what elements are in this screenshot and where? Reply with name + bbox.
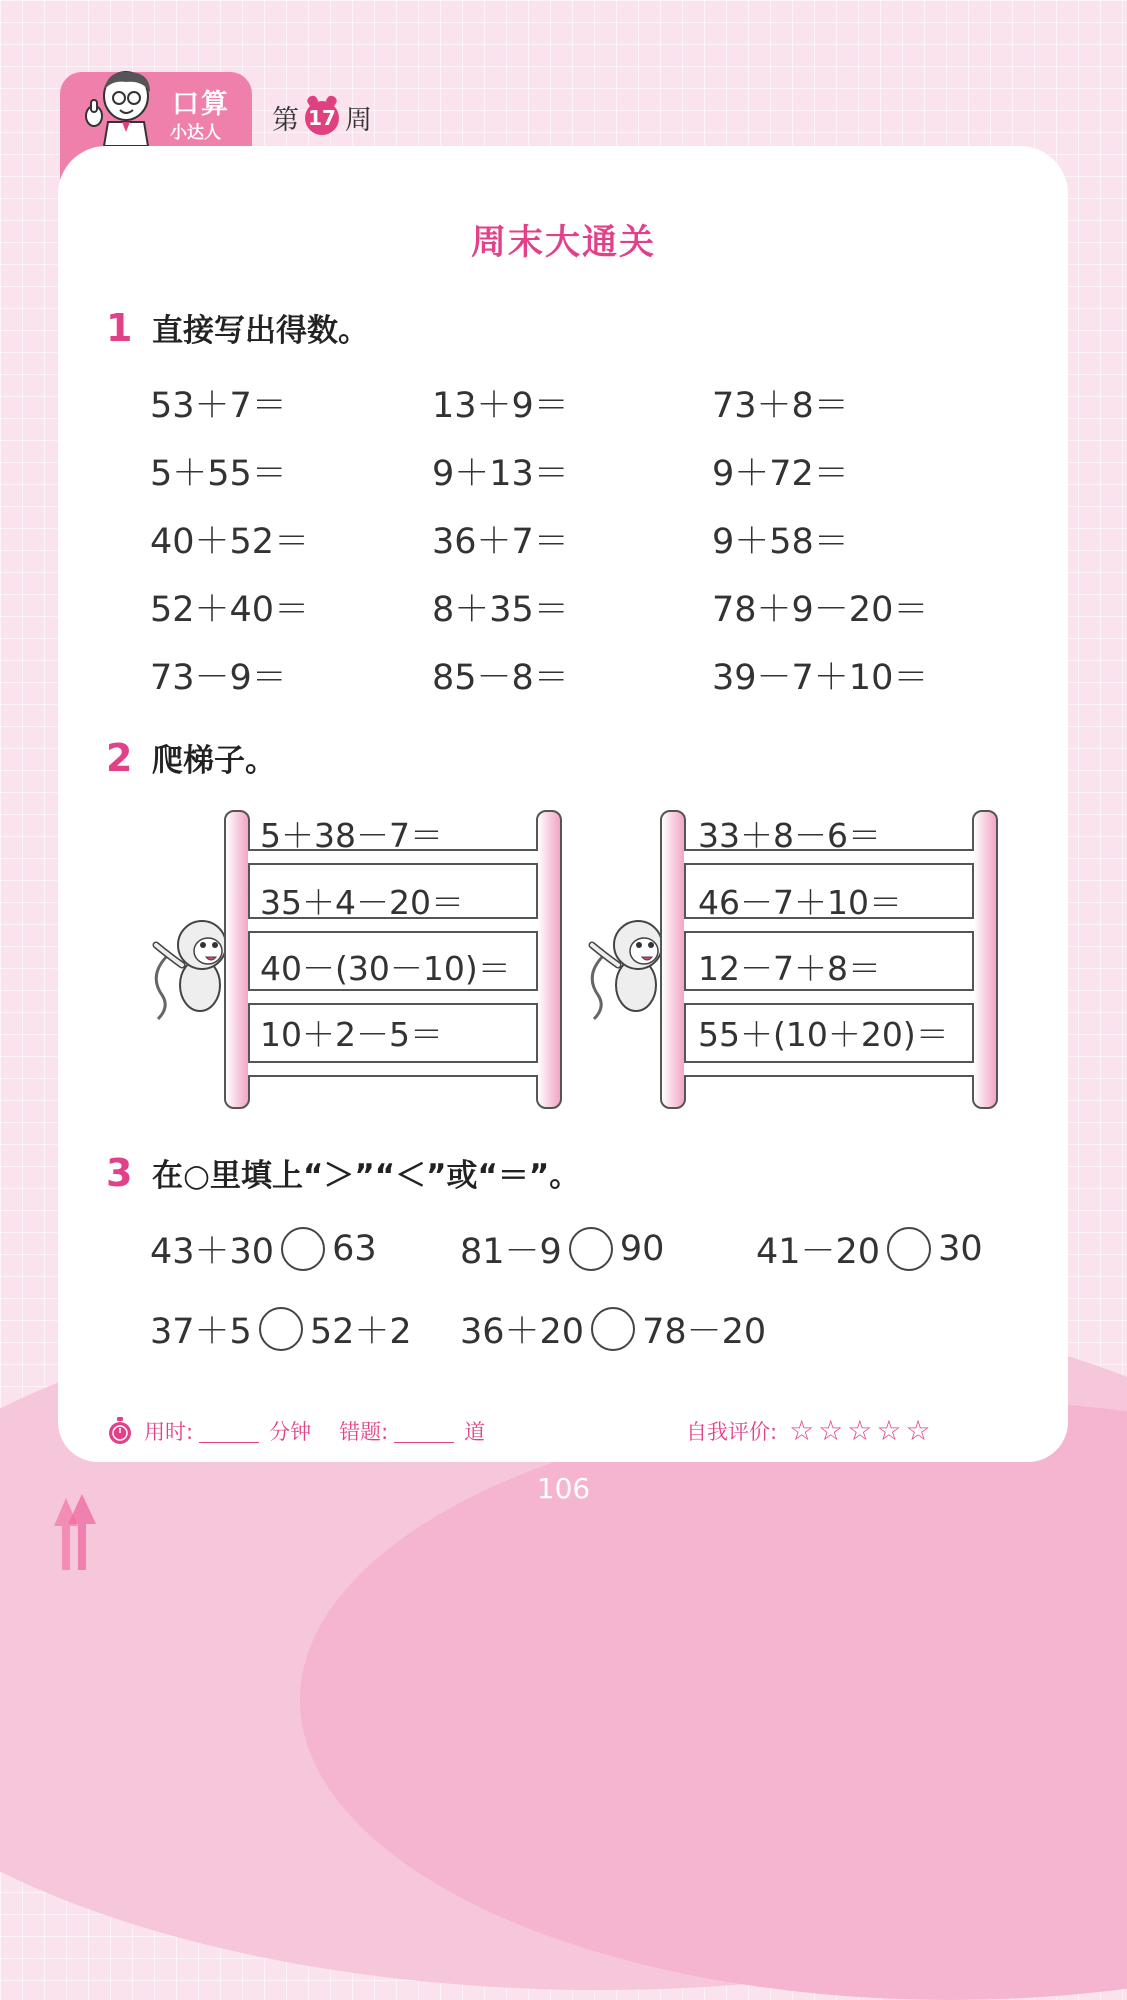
comparison-right: 63 (332, 1229, 377, 1269)
week-suffix: 周 (345, 105, 372, 136)
comparison-right: 90 (619, 1229, 665, 1269)
page-number: 106 (536, 1472, 591, 1505)
self-evaluation (686, 1414, 935, 1447)
comparison-item (756, 1224, 983, 1274)
ladder-rail (972, 810, 998, 1109)
section-instruction: 爬梯子。 (152, 743, 276, 779)
arithmetic-problem: 8＋35＝ (432, 590, 569, 630)
week-prefix: 第 (272, 105, 299, 136)
arithmetic-problem: 9＋58＝ (712, 522, 849, 562)
tab-subtitle: 小达人 (170, 123, 221, 143)
time-unit: 分钟 (269, 1420, 312, 1444)
ladder-problem: 10＋2－5＝ (260, 1015, 443, 1054)
week-label (272, 98, 372, 137)
arithmetic-problem: 53＋7＝ (150, 386, 287, 426)
comparison-right: 30 (938, 1229, 983, 1269)
ladder-problem: 40－(30－10)＝ (260, 949, 511, 988)
errors-label: 错题: (339, 1420, 389, 1444)
arithmetic-problem: 39－7＋10＝ (712, 658, 929, 698)
section-instruction: 直接写出得数。 (152, 313, 369, 349)
ladder-rung (684, 1061, 974, 1077)
ladder-rung (248, 1061, 538, 1077)
answer-circle[interactable] (259, 1307, 303, 1351)
answer-circle[interactable] (591, 1307, 635, 1351)
answer-circle[interactable] (281, 1227, 325, 1271)
ladder-problem: 12－7＋8＝ (698, 949, 881, 988)
stopwatch-icon (106, 1416, 134, 1446)
ladder-rail (224, 810, 250, 1109)
mascot-boy-icon (78, 70, 158, 146)
errors-unit: 道 (464, 1420, 486, 1444)
time-blank[interactable] (199, 1420, 259, 1443)
arithmetic-problem: 9＋72＝ (712, 454, 849, 494)
tab-title: 口算 (172, 89, 230, 120)
comparison-left: 43＋30 (150, 1232, 275, 1272)
arithmetic-problem: 13＋9＝ (432, 386, 569, 426)
section-number: 2 (106, 735, 133, 780)
comparison-left: 41－20 (756, 1232, 881, 1272)
page-title: 周末大通关 (470, 223, 656, 263)
comparison-item (460, 1224, 664, 1274)
self-eval-label: 自我评价: (686, 1419, 778, 1444)
ladder-rung (248, 989, 538, 1005)
monkey-icon (584, 915, 664, 1025)
arithmetic-problem: 85－8＝ (432, 658, 569, 698)
comparison-left: 81－9 (460, 1232, 562, 1272)
ladder (656, 805, 1056, 1105)
ladder-problem: 5＋38－7＝ (260, 816, 443, 855)
ladder-rung (684, 989, 974, 1005)
comparison-item (150, 1224, 377, 1274)
ladder-rail (536, 810, 562, 1109)
arithmetic-problem: 5＋55＝ (150, 454, 287, 494)
arithmetic-problem: 9＋13＝ (432, 454, 569, 494)
answer-circle[interactable] (569, 1227, 613, 1271)
section-number: 3 (106, 1150, 133, 1195)
errors-blank[interactable] (394, 1420, 454, 1443)
section-instruction: 在○里填上“＞”“＜”或“＝”。 (152, 1158, 581, 1194)
ladder-problem: 33＋8－6＝ (698, 816, 881, 855)
section-1-heading (106, 305, 369, 350)
week-number-badge: 17 (305, 101, 339, 135)
ladder (220, 805, 620, 1105)
time-label: 用时: (144, 1420, 194, 1444)
answer-circle[interactable] (887, 1227, 931, 1271)
section-3-heading (106, 1150, 580, 1195)
section-2-heading (106, 735, 276, 780)
footer-left (106, 1416, 485, 1446)
comparison-left: 37＋5 (150, 1312, 252, 1352)
ladder-rail (660, 810, 686, 1109)
monkey-icon (148, 915, 228, 1025)
section-number: 1 (106, 305, 133, 350)
ladder-problem: 35＋4－20＝ (260, 883, 464, 922)
comparison-left: 36＋20 (460, 1312, 585, 1352)
arithmetic-problem: 36＋7＝ (432, 522, 569, 562)
star-rating[interactable]: ☆☆☆☆☆ (789, 1414, 935, 1447)
arithmetic-problem: 40＋52＝ (150, 522, 310, 562)
comparison-item (150, 1304, 412, 1354)
comparison-right: 78－20 (642, 1312, 767, 1352)
comparison-item (460, 1304, 766, 1354)
arrow-decoration-icon (52, 1490, 98, 1570)
ladder-problem: 55＋(10＋20)＝ (698, 1015, 949, 1054)
arithmetic-problem: 73＋8＝ (712, 386, 849, 426)
arithmetic-problem: 78＋9－20＝ (712, 590, 929, 630)
comparison-right: 52＋2 (309, 1312, 412, 1352)
arithmetic-problem: 73－9＝ (150, 658, 287, 698)
ladder-problem: 46－7＋10＝ (698, 883, 902, 922)
arithmetic-problem: 52＋40＝ (150, 590, 310, 630)
